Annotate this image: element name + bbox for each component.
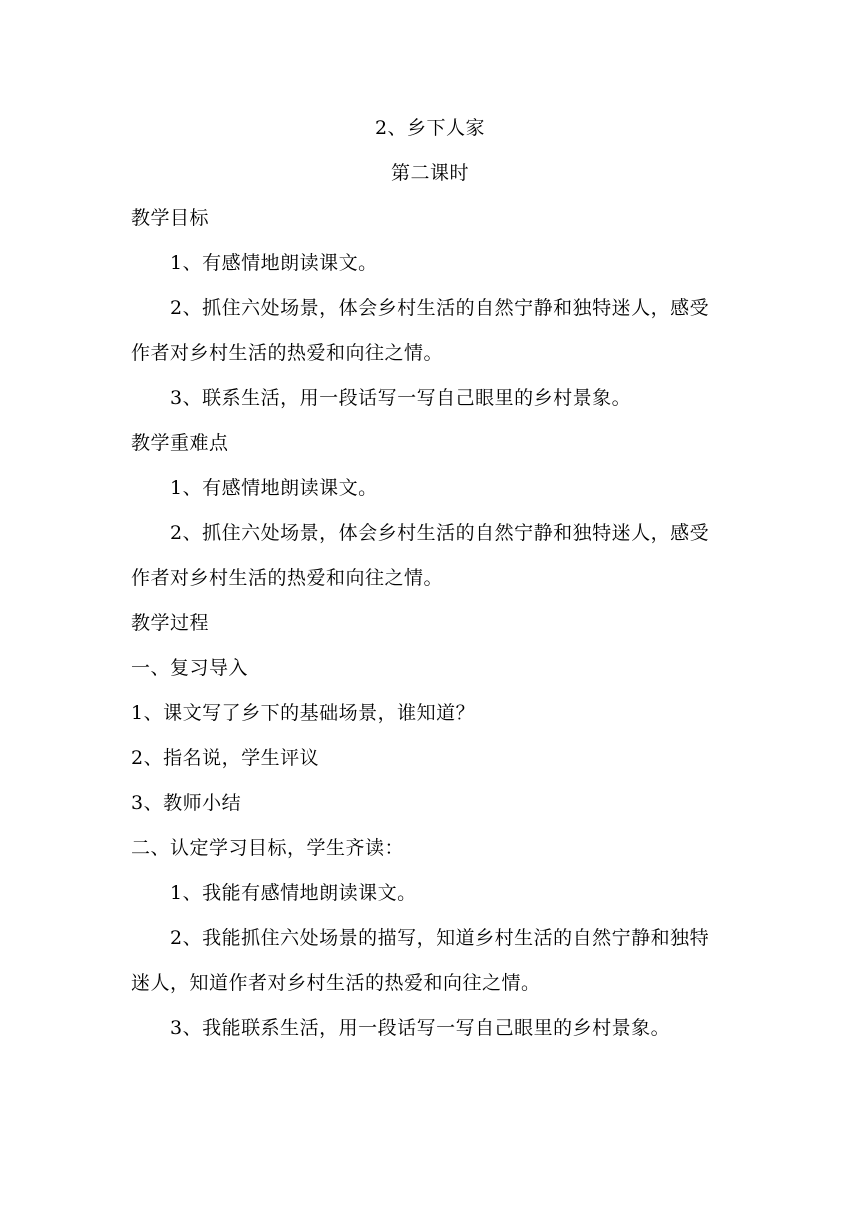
process-part2-heading: 二、认定学习目标，学生齐读：	[131, 837, 405, 859]
section-heading-key-points: 教学重难点	[131, 432, 229, 454]
goal-item: 1、有感情地朗读课文。	[170, 252, 378, 274]
process-part2-item-continuation: 迷人，知道作者对乡村生活的热爱和向往之情。	[131, 972, 541, 994]
process-part1-heading: 一、复习导入	[131, 657, 249, 679]
process-part2-item: 1、我能有感情地朗读课文。	[170, 882, 417, 904]
key-point-item: 1、有感情地朗读课文。	[170, 477, 378, 499]
process-part1-item: 1、课文写了乡下的基础场景，谁知道？	[131, 702, 476, 724]
section-heading-process: 教学过程	[131, 612, 210, 634]
process-part1-item: 3、教师小结	[131, 792, 242, 814]
key-point-item-continuation: 作者对乡村生活的热爱和向往之情。	[131, 567, 444, 589]
process-part2-item: 2、我能抓住六处场景的描写，知道乡村生活的自然宁静和独特	[170, 927, 710, 949]
goal-item: 3、联系生活，用一段话写一写自己眼里的乡村景象。	[170, 387, 632, 409]
goal-item: 2、抓住六处场景，体会乡村生活的自然宁静和独特迷人，感受	[170, 297, 710, 319]
process-part2-item: 3、我能联系生活，用一段话写一写自己眼里的乡村景象。	[170, 1017, 671, 1039]
process-part1-item: 2、指名说，学生评议	[131, 747, 320, 769]
section-heading-goals: 教学目标	[131, 207, 210, 229]
key-point-item: 2、抓住六处场景，体会乡村生活的自然宁静和独特迷人，感受	[170, 522, 710, 544]
document-subtitle: 第二课时	[390, 162, 469, 184]
goal-item-continuation: 作者对乡村生活的热爱和向往之情。	[131, 342, 444, 364]
document-title: 2、乡下人家	[374, 117, 486, 139]
